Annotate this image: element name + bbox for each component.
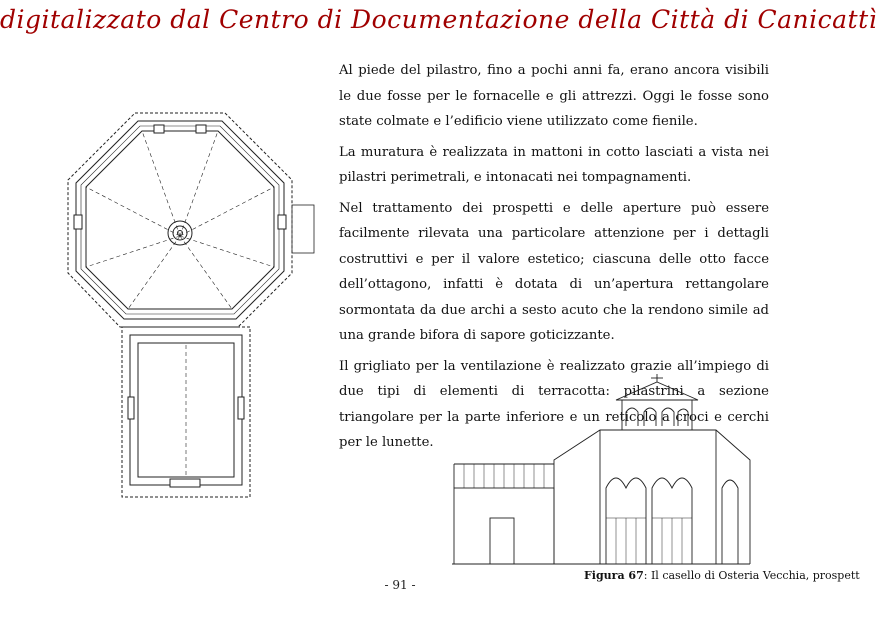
figure-caption-text: : Il casello di Osteria Vecchia, prospett — [643, 569, 860, 582]
paragraph-2: La muratura è realizzata in mattoni in cotto lasciati a vista nei pilastri perimetrali, e intonacati nei tompagnamenti. — [339, 144, 769, 185]
page-number: - 91 - — [384, 578, 416, 592]
paragraph-1: Al piede del pilastro, fino a pochi anni fa, erano ancora visibili le due fosse per le fornacelle e gli attrezzi. Oggi le fosse sono state colmate e l’edificio viene utilizzato come fienile. — [339, 63, 769, 129]
figure-caption — [584, 569, 860, 582]
figure-label: Figura 67 — [584, 569, 644, 582]
floor-plan-drawing — [60, 105, 335, 500]
elevation-drawing — [450, 368, 770, 568]
paragraph-3: Nel trattamento dei prospetti e delle aperture può essere facilmente rilevata una particolare attenzione per i dettagli costruttivi e per il valore estetico; ciascuna delle otto facce dell’ottagono, infatti è dotata di un’apertura rettangolare sormontata da due archi a sesto acuto che la rendono simile ad una grande bifora di sapore goticizzante. — [339, 200, 769, 343]
paragraph-4: Il grigliato per la ventilazione è realizzato grazie all’impiego di due tipi di elementi di terracotta: pilastrini a sezione triangolare per la parte inferiore e un reticolo a croci e cerchi per le lunette. — [339, 358, 769, 450]
digitization-header: digitalizzato dal Centro di Documentazione della Città di Canicattì — [0, 5, 877, 34]
